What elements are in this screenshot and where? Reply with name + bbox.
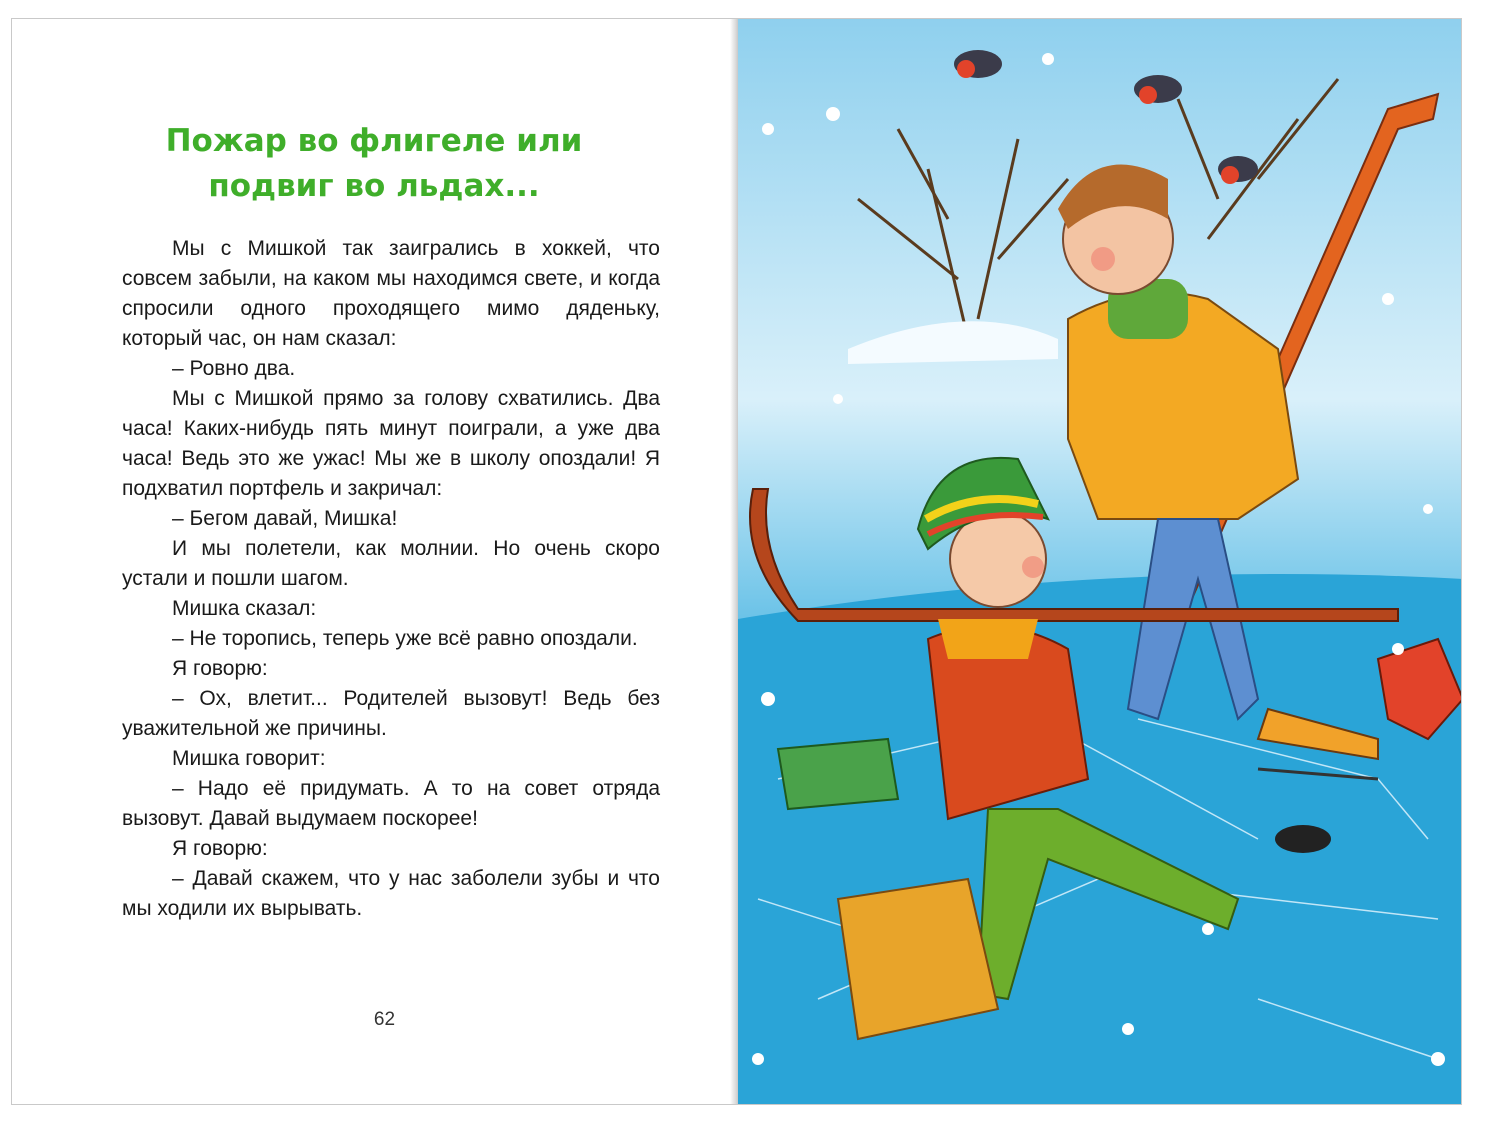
story-text (122, 234, 660, 924)
paragraph: Я говорю: (172, 657, 268, 680)
paragraph: Мы с Мишкой так заигрались в хоккей, что совсем забыли, на каком мы находимся свете, и когда спросили одного проходящего мимо дяденьку, который час, он нам сказал: (122, 237, 660, 350)
paragraph: Я говорю: (172, 837, 268, 860)
paragraph: Мишка сказал: (172, 597, 317, 620)
paragraph: – Бегом давай, Мишка! (172, 507, 398, 530)
paragraph: – Надо её придумать. А то на совет отряда вызовут. Давай выдумаем поскорее! (122, 777, 660, 830)
paragraph: И мы полетели, как молнии. Но очень скоро устали и пошли шагом. (122, 537, 660, 590)
paragraph: – Давай скажем, что у нас заболели зубы и что мы ходили их вырывать. (122, 867, 660, 920)
page-number: 62 (373, 1009, 396, 1030)
paragraph: Мы с Мишкой прямо за голову схватились. Два часа! Каких-нибудь пять минут поиграли, а уже два часа! Ведь это же ужас! Мы же в школу опоздали! Я подхватил портфель и закричал: (122, 387, 660, 500)
paragraph: – Не торопись, теперь уже всё равно опоздали. (172, 627, 638, 650)
illustration-page (738, 19, 1462, 1104)
chapter-title-line-2: подвиг во льдах... (208, 168, 540, 204)
hockey-boys-illustration-icon (738, 19, 1462, 1105)
paragraph: Мишка говорит: (172, 747, 326, 770)
chapter-title-line-1: Пожар во флигеле или (165, 123, 583, 159)
book-spread (11, 18, 1462, 1105)
text-page (12, 19, 736, 1104)
paragraph: – Ох, влетит... Родителей вызовут! Ведь без уважительной же причины. (122, 687, 660, 740)
paragraph: – Ровно два. (172, 357, 296, 380)
chapter-title (12, 119, 736, 209)
